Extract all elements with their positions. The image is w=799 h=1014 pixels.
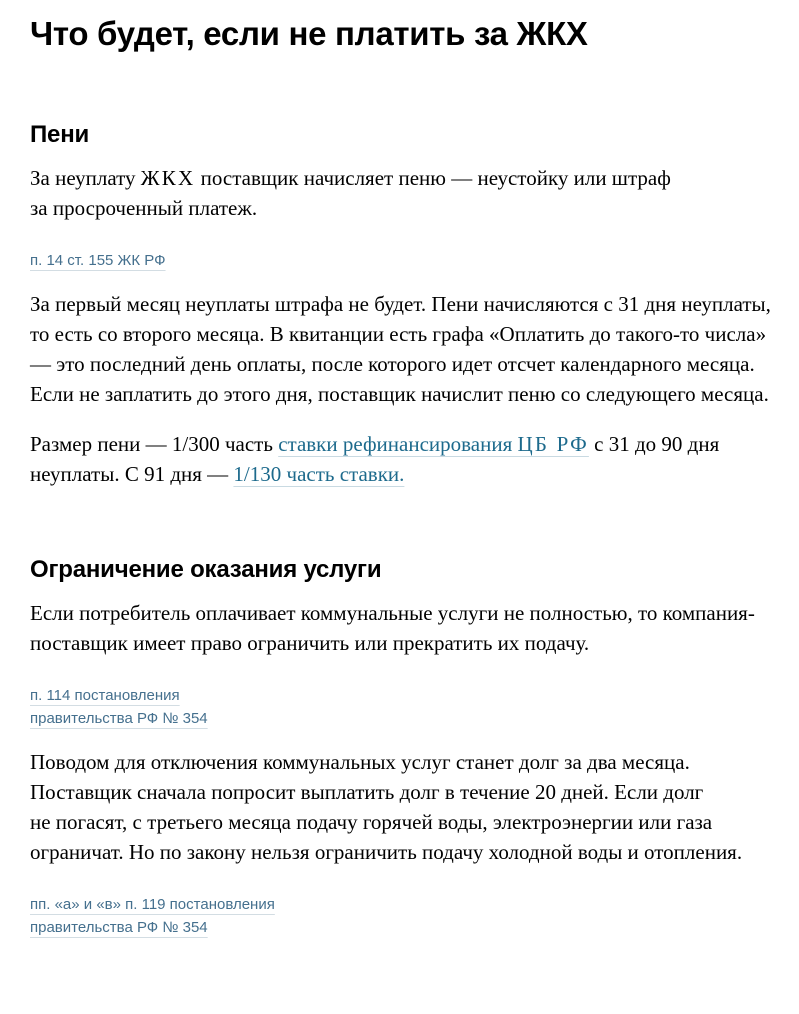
body-paragraph bbox=[30, 747, 773, 867]
section-peni bbox=[30, 120, 773, 489]
body-paragraph bbox=[30, 163, 773, 223]
section-heading: Пени bbox=[30, 121, 90, 148]
law-reference bbox=[30, 684, 280, 730]
text-run: поставщик начисляет пеню — неустойку или штраф за просроченный платеж. bbox=[30, 166, 671, 220]
text-run: За неуплату bbox=[30, 166, 141, 190]
law-reference bbox=[30, 249, 280, 272]
text-run: Поводом для отключения коммунальных услуг станет долг за два месяца. Поставщик сначала попросит выплатить долг в течение 20 дней. Если долг не погасят, с третьего месяца подачу горячей воды, электроэнергии или газа ограничат. Но по закону нельзя ограничить подачу холодной воды и отопления. bbox=[30, 750, 743, 864]
law-reference bbox=[30, 893, 280, 939]
body-paragraph bbox=[30, 429, 773, 489]
article-sections bbox=[30, 120, 773, 939]
text-run: с 31 до 90 дня неуплаты. С 91 дня — bbox=[30, 432, 720, 486]
inline-text-link[interactable] bbox=[233, 462, 404, 486]
body-paragraph bbox=[30, 598, 773, 658]
inline-text-link[interactable] bbox=[278, 432, 589, 456]
text-run: 1/130 часть ставки. bbox=[233, 462, 405, 486]
section-ogranichenie-uslugi bbox=[30, 555, 773, 939]
law-reference-link[interactable]: пп. «а» и «в» п. 119 постановления правительства РФ № 354 bbox=[30, 896, 275, 936]
text-run: Если потребитель оплачивает коммунальные услуги не полностью, то компания-поставщик имеет право ограничить или прекратить их подачу. bbox=[30, 601, 755, 655]
law-reference-link[interactable]: п. 14 ст. 155 ЖК РФ bbox=[30, 252, 166, 269]
text-run: За первый месяц неуплаты штрафа не будет. Пени начисляются с 31 дня неуплаты, то есть со второго месяца. В квитанции есть графа «Оплатить до такого-то числа» — это последний день оплаты, после которого идет отсчет календарного месяца. Если не заплатить до этого дня, поставщик начислит пеню со следующего месяца. bbox=[30, 292, 771, 406]
article-title: Что будет, если не платить за ЖКХ bbox=[30, 15, 588, 52]
text-run: Размер пени — 1/300 часть bbox=[30, 432, 279, 456]
abbreviation: ЦБ РФ bbox=[517, 432, 589, 456]
text-run: ставки рефинансирования bbox=[278, 432, 518, 456]
body-paragraph bbox=[30, 289, 773, 409]
section-heading: Ограничение оказания услуги bbox=[30, 556, 382, 583]
abbreviation: ЖКХ bbox=[140, 166, 196, 190]
law-reference-link[interactable]: п. 114 постановления правительства РФ № 354 bbox=[30, 687, 208, 727]
